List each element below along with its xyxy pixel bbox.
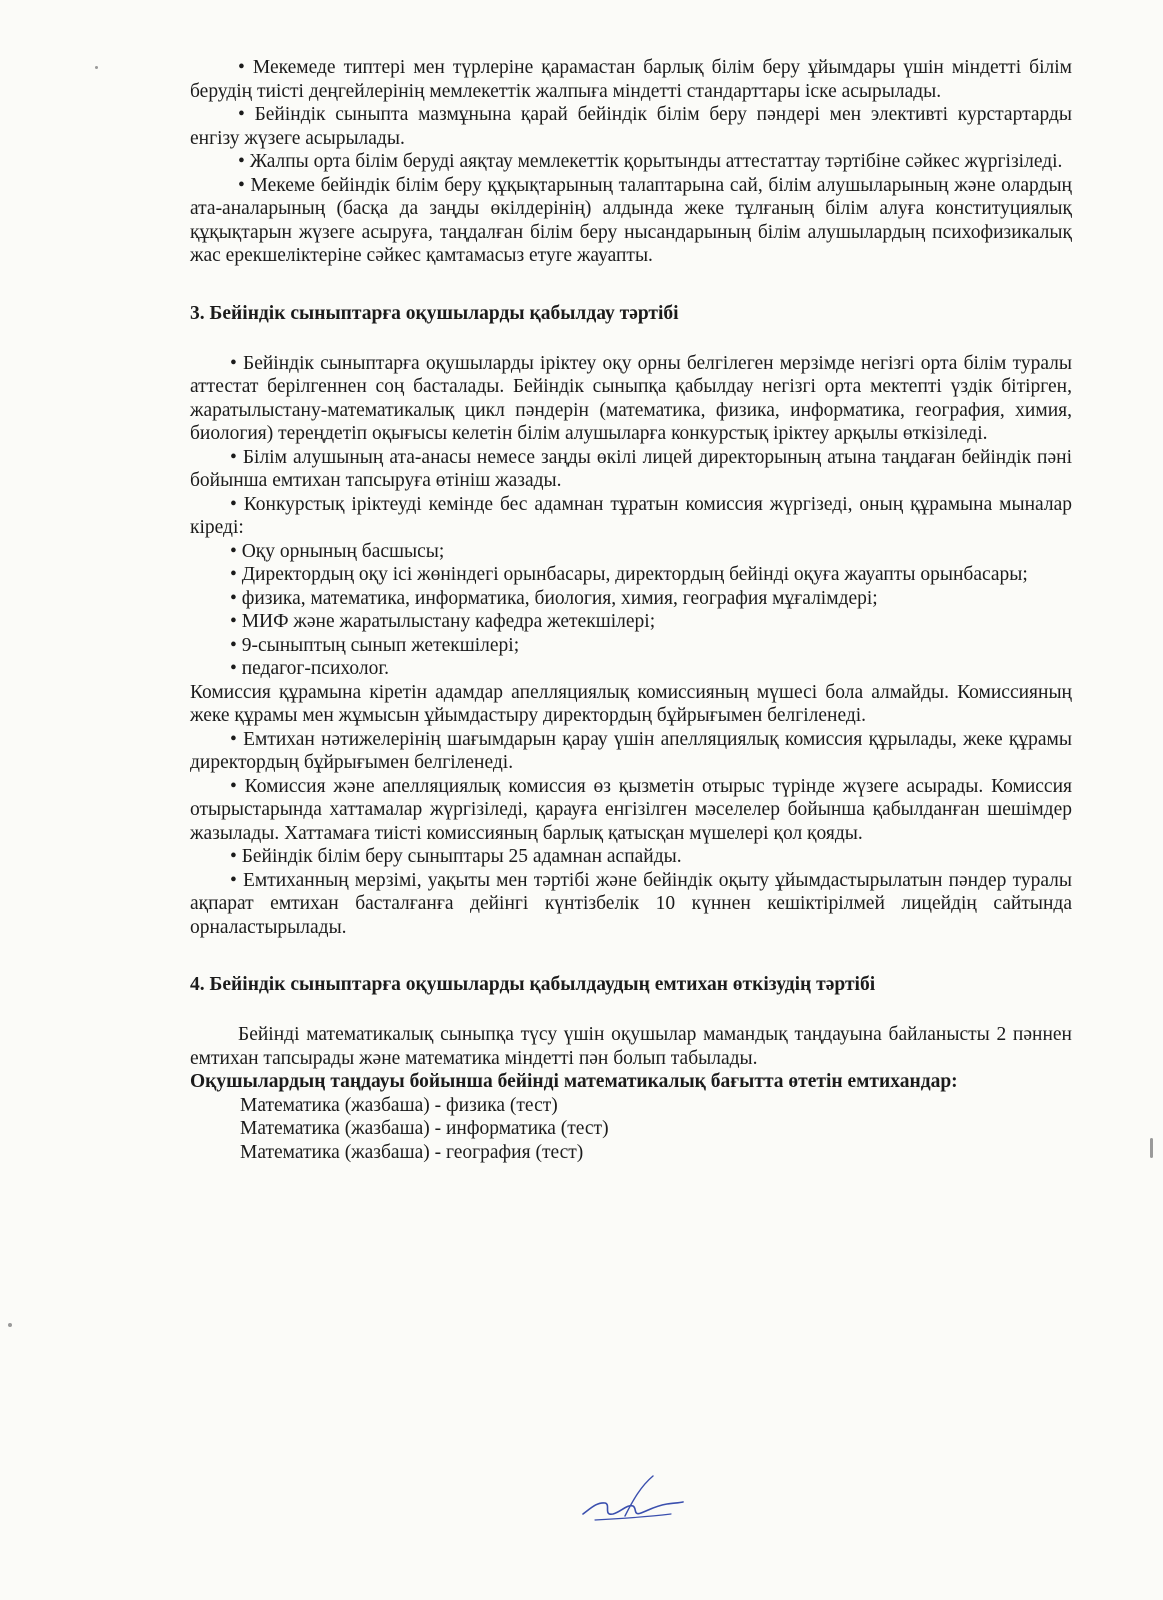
section-3-paragraph: • Бейіндік сыныптарға оқушыларды іріктеу оқу орны белгілеген мерзімде негізгі орта білім туралы аттестат берілгеннен соң басталады. Бейіндік сыныпқа қабылдау негізгі орта мектепті үздік бітірген, жаратылыстану-математикалық цикл пәндерін (математика, физика, информатика, география, химия, биология) тереңдетіп оқығысы келетін білім алушыларға конкурстық іріктеу арқылы өткізіледі. xyxy=(190,352,1072,444)
spacer xyxy=(190,997,1072,1023)
exam-option: Математика (жазбаша) - география (тест) xyxy=(240,1141,584,1163)
scan-speck xyxy=(95,66,98,69)
scan-speck xyxy=(1150,1138,1153,1158)
document-body xyxy=(190,56,1072,1164)
intro-paragraph: • Бейіндік сыныпта мазмұнына қарай бейіндік білім беру пәндері мен элективті курстартарды енгізу жүзеге асырылады. xyxy=(190,104,1072,149)
commission-member: • МИФ және жаратылыстану кафедра жетекшілері; xyxy=(230,611,656,632)
section-4-heading: 4. Бейіндік сыныптарға оқушыларды қабылдаудың емтихан өткізудің тәртібі xyxy=(190,974,876,995)
intro-paragraph: • Мекемеде типтері мен түрлеріне қарамастан барлық білім беру ұйымдары үшін міндетті білім берудің тиісті деңгейлерінің мемлекеттік жалпыға міндетті стандарттары іске асырылады. xyxy=(190,57,1072,102)
section-4-paragraph: Бейінді математикалық сыныпқа түсу үшін оқушылар мамандық таңдауына байланысты 2 пәннен емтихан тапсырады және математика міндетті пән болып табылады. xyxy=(190,1024,1072,1069)
section-3-paragraph: • Бейіндік білім беру сыныптары 25 адамнан аспайды. xyxy=(230,846,682,867)
commission-member: • 9-сыныптың сынып жетекшілері; xyxy=(230,634,520,656)
commission-member: • Оқу орнының басшысы; xyxy=(230,540,445,562)
spacer xyxy=(190,268,1072,302)
exam-option: Математика (жазбаша) - физика (тест) xyxy=(240,1094,558,1116)
intro-paragraph: • Жалпы орта білім беруді аяқтау мемлекеттік қорытынды аттестаттау тәртібіне сәйкес жүргізіледі. xyxy=(238,151,1063,172)
section-3-paragraph: Комиссия құрамына кіретін адамдар апелляциялық комиссияның мүшесі бола алмайды. Комиссияның жеке құрамы мен жұмысын ұйымдастыру директордың бұйрығымен белгіленеді. xyxy=(190,681,1072,726)
exam-option: Математика (жазбаша) - информатика (тест) xyxy=(240,1118,609,1139)
spacer xyxy=(190,326,1072,352)
commission-member: • Директордың оқу ісі жөніндегі орынбасары, директордың бейінді оқуға жауапты орынбасары; xyxy=(230,564,1028,585)
section-3-paragraph: • Емтиханның мерзімі, уақыты мен тәртібі және бейіндік оқыту ұйымдастырылатын пәндер туралы ақпарат емтихан басталғанға дейінгі күнтізбелік 10 күннен кешіктірілмей лицейдің сайтында орналастырылады. xyxy=(190,869,1072,938)
spacer xyxy=(190,939,1072,973)
section-3-paragraph: • Комиссия және апелляциялық комиссия өз қызметін отырыс түрінде жүзеге асырады. Комиссия отырыстарында хаттамалар жүргізіледі, қарауға енгізілген мәселелер бойынша қабылданған шешімдер жазылады. Хаттамаға тиісті комиссияның барлық қатысқан мүшелері қол қояды. xyxy=(190,775,1072,844)
section-3-paragraph: • Конкурстық іріктеуді кемінде бес адамнан тұратын комиссия жүргізеді, оның құрамына мыналар кіреді: xyxy=(190,493,1072,538)
intro-paragraph: • Мекеме бейіндік білім беру құқықтарының талаптарына сай, білім алушыларының және олардың ата-аналарының (басқа да заңды өкілдерінің) алдында жеке тұлғаның білім алуға конституциялық құқықтарын жүзеге асыруға, таңдалған білім беру нысандарының білім алушылардың психофизикалық жас ерекшеліктеріне сәйкес қамтамасыз етуге жауапты. xyxy=(190,174,1072,266)
exams-heading: Оқушылардың таңдауы бойынша бейінді математикалық бағытта өтетін емтихандар: xyxy=(190,1071,958,1092)
commission-member: • физика, математика, информатика, биология, химия, география мұғалімдері; xyxy=(230,587,878,609)
section-3-paragraph: • Білім алушының ата-анасы немесе заңды өкілі лицей директорының атына таңдаған бейіндік пәні бойынша емтихан тапсыруға өтініш жазады. xyxy=(190,446,1072,491)
section-3-paragraph: • Емтихан нәтижелерінің шағымдарын қарау үшін апелляциялық комиссия құрылады, жеке құрамы директордың бұйрығымен белгіленеді. xyxy=(190,728,1072,773)
commission-member: • педагог-психолог. xyxy=(230,658,390,679)
section-3-heading: 3. Бейіндік сыныптарға оқушыларды қабылдау тәртібі xyxy=(190,302,679,324)
signature xyxy=(575,1470,685,1530)
scan-speck xyxy=(8,1323,12,1327)
